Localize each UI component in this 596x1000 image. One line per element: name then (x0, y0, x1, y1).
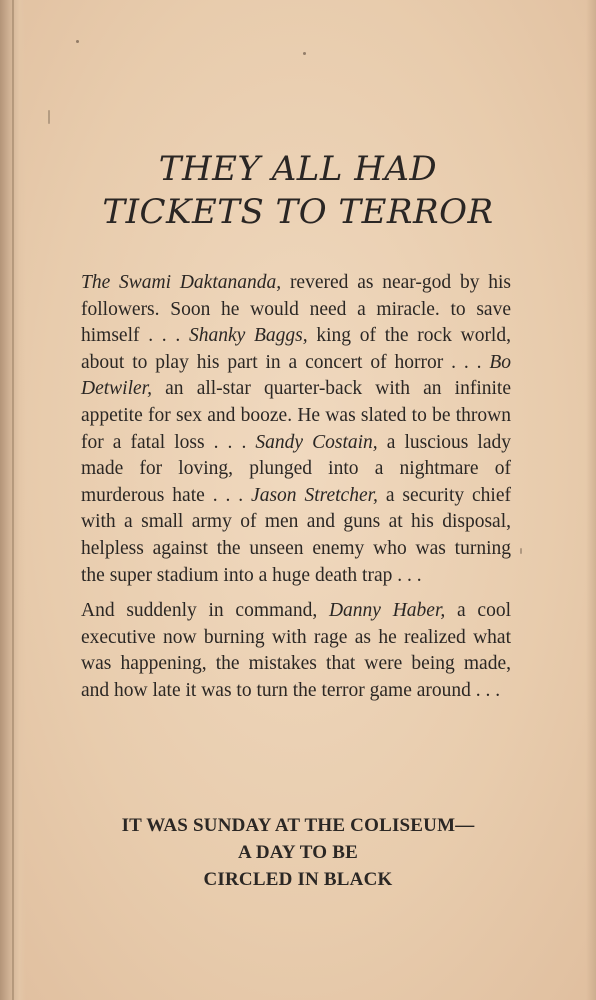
tagline-line: IT WAS SUNDAY AT THE COLISEUM— (121, 815, 475, 836)
blurb-paragraph (81, 598, 511, 704)
character-name: Jason Stretcher, (251, 484, 378, 506)
tagline-line: A DAY TO BE (238, 842, 358, 863)
character-name: Sandy Costain, (255, 431, 378, 453)
paper-speck (76, 40, 79, 43)
character-name: Bo Detwiler, (81, 351, 511, 400)
blurb-body (81, 270, 511, 705)
character-name: Danny Haber, (328, 600, 446, 622)
tagline (0, 812, 596, 893)
blurb-text: a security chief with a small army of men and guns at his disposal, helpless against the unseen enemy who was turning the super stadium into a huge death trap . . . (81, 484, 511, 586)
character-name: Shanky Baggs, (188, 325, 308, 347)
paper-mark (520, 548, 522, 554)
blurb-text: a luscious lady made for loving, plunged into a nightmare of murderous hate . . . (81, 431, 511, 506)
title-line: TICKETS TO TERROR (102, 192, 494, 232)
blurb-text: revered as near-god by his followers. Soon he would need a miracle. to save himself . . . (81, 272, 511, 347)
paper-mark (48, 110, 50, 124)
tagline-line: CIRCLED IN BLACK (203, 869, 393, 890)
blurb-text: an all-star quarter-back with an infinite appetite for sex and booze. He was slated to be thrown for a fatal loss . . . (81, 378, 511, 453)
blurb-text: king of the rock world, about to play his part in a concert of horror . . . (81, 325, 511, 373)
paper-speck (303, 52, 306, 55)
character-name: The Swami Daktananda, (81, 272, 282, 293)
blurb-text: a cool executive now burning with rage as he realized what was happening, the mistakes that were being made, and how late it was to turn the terror game around . . . (81, 600, 512, 701)
blurb-paragraph (81, 270, 511, 589)
page-title (0, 148, 596, 234)
title-line: THEY ALL HAD (158, 149, 438, 189)
blurb-text: And suddenly in command, (81, 600, 329, 622)
